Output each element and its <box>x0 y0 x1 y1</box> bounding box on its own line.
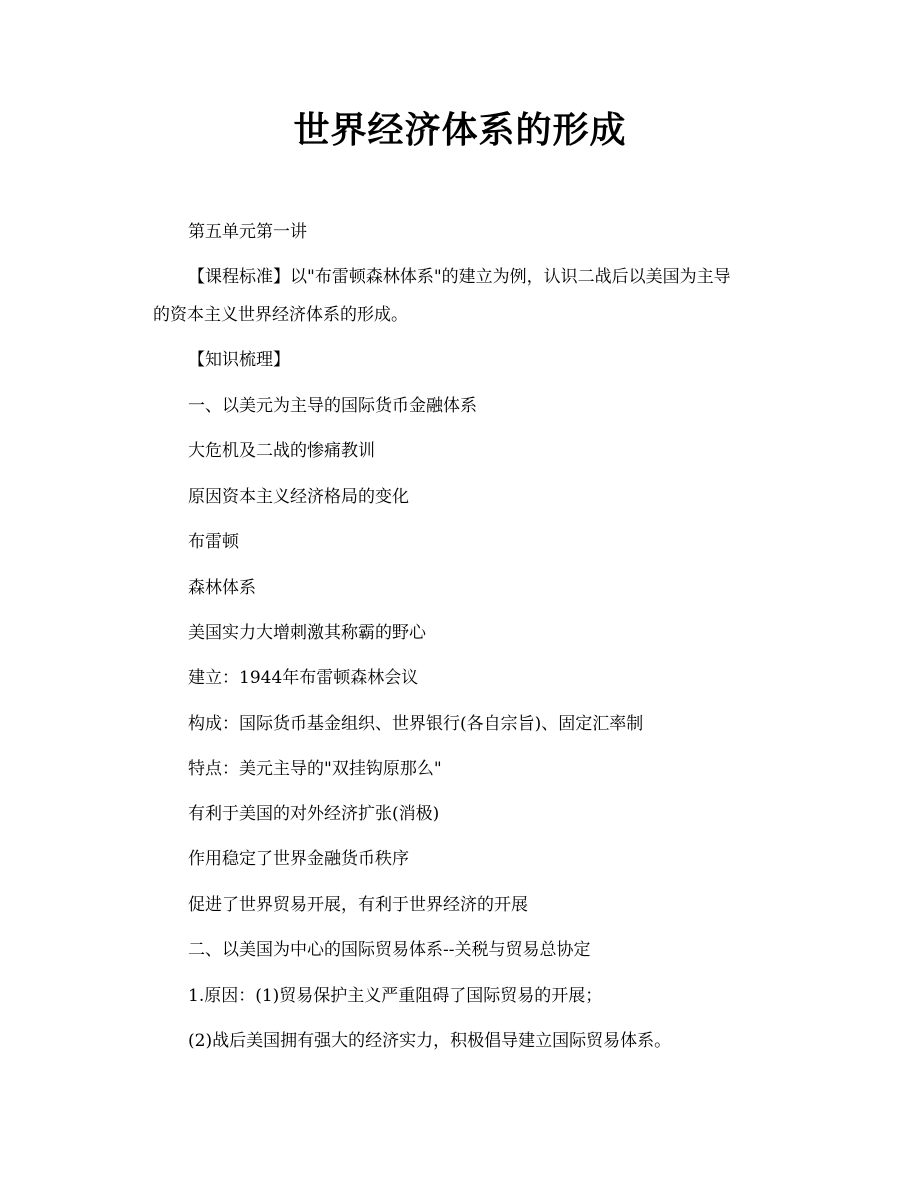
text-line: 促进了世界贸易开展，有利于世界经济的开展 <box>188 895 528 915</box>
section-one-heading: 一、以美元为主导的国际货币金融体系 <box>188 396 477 416</box>
text-line: 有利于美国的对外经济扩张(消极) <box>188 804 440 824</box>
course-standard-line-2: 的资本主义世界经济体系的形成。 <box>153 305 408 325</box>
knowledge-heading: 【知识梳理】 <box>188 350 290 370</box>
document-title: 世界经济体系的形成 <box>293 109 627 151</box>
text-line: 作用稳定了世界金融货币秩序 <box>188 849 409 869</box>
text-line: 原因资本主义经济格局的变化 <box>188 487 409 507</box>
text-line: 1.原因：(1)贸易保护主义严重阻碍了国际贸易的开展； <box>188 986 603 1006</box>
text-line: 构成：国际货币基金组织、世界银行(各自宗旨)、固定汇率制 <box>188 714 644 734</box>
text-line: 美国实力大增刺激其称霸的野心 <box>188 623 426 643</box>
text-line: (2)战后美国拥有强大的经济实力，积极倡导建立国际贸易体系。 <box>188 1031 672 1051</box>
text-line: 布雷顿 <box>188 532 239 552</box>
text-line: 特点：美元主导的"双挂钩原那么" <box>188 759 442 779</box>
text-line: 建立：1944年布雷顿森林会议 <box>188 668 419 688</box>
text-line: 森林体系 <box>188 578 256 598</box>
course-standard-line-1: 【课程标准】以"布雷顿森林体系"的建立为例，认识二战后以美国为主导 <box>188 267 731 287</box>
section-two-heading: 二、以美国为中心的国际贸易体系--关税与贸易总协定 <box>188 940 591 960</box>
text-line: 大危机及二战的惨痛教训 <box>188 441 375 461</box>
unit-heading: 第五单元第一讲 <box>188 222 307 242</box>
